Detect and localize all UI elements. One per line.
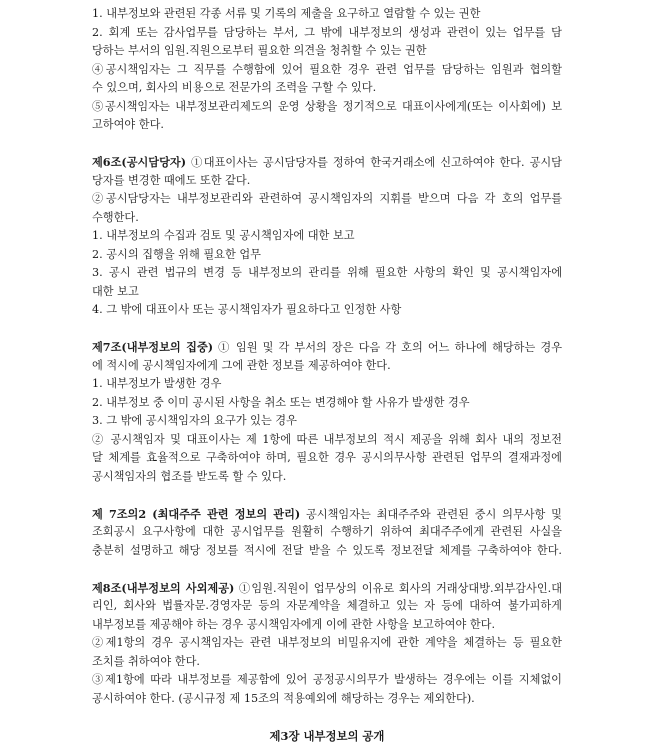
body-text-line: [92, 264, 562, 283]
body-text-line: [92, 5, 562, 24]
body-text-line: [92, 616, 562, 635]
article-heading-line: [92, 338, 562, 357]
line-text: 대한 보고: [92, 285, 139, 298]
line-text: 4. 그 밖에 대표이사 또는 공시책임자가 필요하다고 인정한 사항: [92, 303, 401, 316]
line-text: ①대표이사는 공시담당자를 정하여 한국거래소에 신고하여야 한다. 공시담: [186, 156, 562, 169]
line-text: ②제1항의 경우 공시책임자는 관련 내부정보의 비밀유지에 관한 계약을 체결하는 등 필요한: [92, 636, 562, 649]
article-heading: 제8조(내부정보의 사외제공): [92, 581, 234, 595]
line-text: ② 공시책임자 및 대표이사는 제 1항에 따른 내부정보의 적시 제공을 위해 회사 내의 정보전: [92, 433, 562, 446]
document-body: [92, 5, 562, 727]
body-text-line: [92, 283, 562, 302]
line-text: 1. 내부정보의 수집과 검토 및 공시책임자에 대한 보고: [92, 229, 355, 242]
line-text: ① 임원 및 각 부서의 장은 다음 각 호의 어느 하나에 해당하는 경우: [213, 341, 562, 354]
line-text: 내부정보를 제공해야 하는 경우 공시책임자에게 이에 관한 사항을 보고하여야 한다.: [92, 618, 495, 631]
line-text: 2. 회계 또는 감사업무를 담당하는 부서, 그 밖에 내부정보의 생성과 관련이 있는 업무를 담: [92, 26, 562, 39]
body-text-line: [92, 190, 562, 209]
article-heading: 제 7조의2 (최대주주 관련 정보의 관리): [92, 507, 300, 521]
body-text-line: [92, 209, 562, 228]
body-text-line: [92, 42, 562, 61]
body-text-line: [92, 412, 562, 431]
line-text: 에 적시에 공시책임자에게 그에 관한 정보를 제공하여야 한다.: [92, 359, 391, 372]
body-text-line: [92, 24, 562, 43]
paragraph-gap: [92, 135, 562, 154]
body-text-line: [92, 523, 562, 542]
line-text: ②공시담당자는 내부정보관리와 관련하여 공시책임자의 지휘를 받으며 다음 각 호의 업무를: [92, 192, 562, 205]
body-text-line: [92, 246, 562, 265]
line-text: 당하는 부서의 임원.직원으로부터 필요한 의견을 청취할 수 있는 권한: [92, 44, 427, 57]
body-text-line: [92, 597, 562, 616]
paragraph-gap: [92, 560, 562, 579]
body-text-line: [92, 690, 562, 709]
line-text: 당자를 변경한 때에도 또한 같다.: [92, 174, 250, 187]
body-text-line: [92, 98, 562, 117]
chapter-title: 제3장 내부정보의 공개: [92, 727, 562, 745]
body-text-line: [92, 301, 562, 320]
line-text: ⑤공시책임자는 내부정보관리제도의 운영 상황을 정기적으로 대표이사에게(또는 이사회에) 보: [92, 100, 562, 113]
body-text-line: [92, 116, 562, 135]
line-text: 공시책임자의 협조를 받도록 할 수 있다.: [92, 470, 286, 483]
line-text: 2. 공시의 집행을 위해 필요한 업무: [92, 248, 261, 261]
body-text-line: [92, 227, 562, 246]
body-text-line: [92, 542, 562, 561]
body-text-line: [92, 653, 562, 672]
body-text-line: [92, 172, 562, 191]
article-heading: 제7조(내부정보의 집중): [92, 340, 213, 354]
body-text-line: [92, 449, 562, 468]
line-text: 리인, 회사와 법률자문.경영자문 등의 자문계약을 체결하고 있는 자 등에 대하여 불가피하게: [92, 599, 562, 612]
line-text: 공시책임자는 최대주주와 관련된 중시 의무사항 및: [300, 508, 562, 521]
article-heading-line: [92, 505, 562, 524]
line-text: 달 체계를 효율적으로 구축하여야 하며, 필요한 경우 공시의무사항 관련된 업무의 결재과정에: [92, 451, 562, 464]
line-text: 조회공시 요구사항에 대한 공시업무를 원활히 수행하기 위하여 최대주주에게 관련된 사실을: [92, 525, 562, 538]
body-text-line: [92, 375, 562, 394]
line-text: 공시하여야 한다. (공시규정 제 15조의 적용예외에 해당하는 경우는 제외한다).: [92, 692, 475, 705]
line-text: 고하여야 한다.: [92, 118, 164, 131]
paragraph-gap: [92, 320, 562, 339]
body-text-line: [92, 468, 562, 487]
line-text: 2. 내부정보 중 이미 공시된 사항을 취소 또는 변경해야 할 사유가 발생한 경우: [92, 396, 470, 409]
paragraph-gap: [92, 486, 562, 505]
body-text-line: [92, 79, 562, 98]
line-text: 수행한다.: [92, 211, 139, 224]
body-text-line: [92, 61, 562, 80]
article-heading: 제6조(공시담당자): [92, 155, 186, 169]
line-text: 1. 내부정보가 발생한 경우: [92, 377, 221, 390]
line-text: 1. 내부정보와 관련된 각종 서류 및 기록의 제출을 요구하고 열람할 수 있는 권한: [92, 7, 480, 20]
paragraph-gap: [92, 708, 562, 727]
body-text-line: [92, 431, 562, 450]
line-text: ③제1항에 따라 내부정보를 제공함에 있어 공정공시의무가 발생하는 경우에는 이를 지체없이: [92, 673, 562, 686]
line-text: 수 있으며, 회사의 비용으로 전문가의 조력을 구할 수 있다.: [92, 81, 376, 94]
body-text-line: [92, 671, 562, 690]
article-heading-line: [92, 579, 562, 598]
line-text: 충분히 설명하고 해당 정보를 적시에 전달 받을 수 있도록 정보전달 체계를 구축하여야 한다.: [92, 544, 562, 557]
line-text: ①임원.직원이 업무상의 이유로 회사의 거래상대방.외부감사인.대: [234, 582, 562, 595]
line-text: 3. 공시 관련 법규의 변경 등 내부정보의 관리를 위해 필요한 사항의 확인 및 공시책임자에: [92, 266, 562, 279]
line-text: 3. 그 밖에 공시책임자의 요구가 있는 경우: [92, 414, 297, 427]
body-text-line: [92, 394, 562, 413]
body-text-line: [92, 634, 562, 653]
line-text: 조치를 취하여야 한다.: [92, 655, 200, 668]
line-text: ④공시책임자는 그 직무를 수행함에 있어 필요한 경우 관련 업무를 담당하는 임원과 협의할: [92, 63, 562, 76]
body-text-line: [92, 357, 562, 376]
article-heading-line: [92, 153, 562, 172]
